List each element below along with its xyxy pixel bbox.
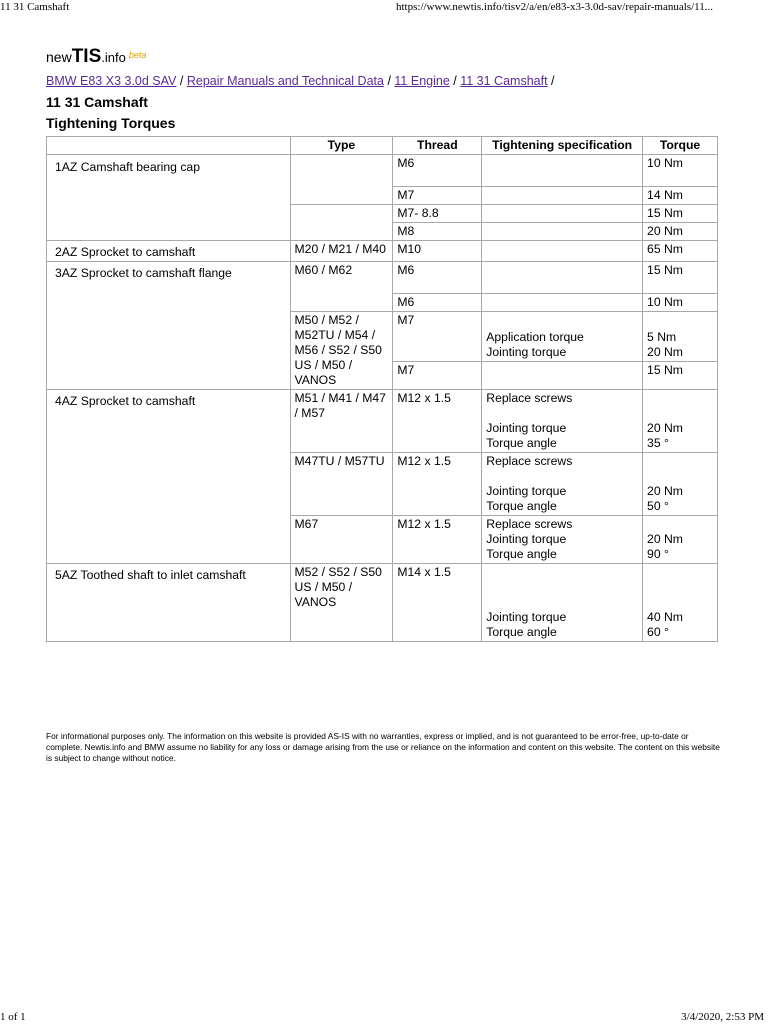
spec-cell: [482, 262, 643, 294]
torque-line: 20 Nm: [647, 484, 683, 498]
table-row: [47, 262, 718, 294]
breadcrumb-link-engine[interactable]: 11 Engine: [394, 74, 450, 88]
torque-cell: 65 Nm: [643, 241, 718, 262]
logo-suffix: .info: [101, 50, 126, 65]
thread-cell: M7: [393, 312, 482, 362]
thread-cell: M6: [393, 262, 482, 294]
logo-bold: TIS: [71, 46, 102, 67]
type-cell: M67: [290, 516, 393, 564]
thread-cell: M12 x 1.5: [393, 453, 482, 516]
torque-cell: 15 Nm: [643, 362, 718, 390]
breadcrumb-link-repair-manuals[interactable]: Repair Manuals and Technical Data: [186, 74, 384, 88]
spec-cell: [482, 516, 643, 564]
table-row: [47, 155, 718, 187]
type-cell: M52 / S52 / S50 US / M50 / VANOS: [290, 564, 393, 642]
spec-line: Torque angle: [486, 547, 557, 561]
spec-cell: [482, 312, 643, 362]
type-cell: M60 / M62: [290, 262, 393, 312]
spec-cell: [482, 362, 643, 390]
torque-cell: [643, 390, 718, 453]
type-cell: M50 / M52 / M52TU / M54 / M56 / S52 / S50 US / M50 / VANOS: [290, 312, 393, 390]
breadcrumb-separator: /: [551, 74, 555, 88]
torque-line: 40 Nm: [647, 610, 683, 624]
torque-line: 50 °: [647, 499, 669, 513]
type-cell: [290, 205, 393, 241]
spec-line: Replace screws: [486, 454, 573, 468]
breadcrumb: [46, 73, 555, 89]
torque-line: 20 Nm: [647, 421, 683, 435]
spec-line: Torque angle: [486, 499, 557, 513]
item-cell: 5AZ Toothed shaft to inlet camshaft: [47, 564, 291, 642]
thread-cell: M12 x 1.5: [393, 516, 482, 564]
page-title: 11 31 Camshaft: [46, 94, 148, 110]
thread-cell: M6: [393, 155, 482, 187]
breadcrumb-link-vehicle[interactable]: BMW E83 X3 3.0d SAV: [46, 74, 177, 88]
type-cell: M51 / M41 / M47 / M57: [290, 390, 393, 453]
spec-line: Application torque: [486, 330, 584, 345]
spec-line: Torque angle: [486, 625, 557, 639]
thread-cell: M14 x 1.5: [393, 564, 482, 642]
thread-cell: M8: [393, 223, 482, 241]
torque-line: 20 Nm: [647, 345, 683, 360]
site-logo[interactable]: [46, 46, 146, 69]
thread-cell: M10: [393, 241, 482, 262]
type-cell: [290, 155, 393, 205]
table-header-row: [47, 137, 718, 155]
header-thread: Thread: [393, 137, 482, 155]
thread-cell: M7: [393, 187, 482, 205]
torque-line: 5 Nm: [647, 330, 677, 345]
section-title: Tightening Torques: [46, 115, 176, 131]
header-spec: Tightening specification: [482, 137, 643, 155]
torque-cell: 10 Nm: [643, 294, 718, 312]
print-footer-datetime: 3/4/2020, 2:53 PM: [681, 1011, 764, 1023]
print-header-title: 11 31 Camshaft: [0, 1, 70, 13]
item-cell: 2AZ Sprocket to camshaft: [47, 241, 291, 262]
breadcrumb-separator: /: [387, 74, 391, 88]
spec-line: Jointing torque: [486, 610, 567, 624]
table-row: [47, 390, 718, 453]
item-cell: 4AZ Sprocket to camshaft: [47, 390, 291, 564]
spec-cell: [482, 294, 643, 312]
breadcrumb-separator: /: [453, 74, 457, 88]
torque-cell: [643, 564, 718, 642]
item-cell: 3AZ Sprocket to camshaft flange: [47, 262, 291, 390]
spec-line: Replace screws: [486, 391, 573, 405]
torque-line: 20 Nm: [647, 532, 683, 546]
header-item: [47, 137, 291, 155]
spec-line: Jointing torque: [486, 484, 567, 498]
header-torque: Torque: [643, 137, 718, 155]
thread-cell: M12 x 1.5: [393, 390, 482, 453]
beta-badge: beta: [128, 50, 147, 60]
torque-cell: 14 Nm: [643, 187, 718, 205]
torque-cell: [643, 516, 718, 564]
breadcrumb-link-camshaft[interactable]: 11 31 Camshaft: [460, 74, 548, 88]
disclaimer-text: For informational purposes only. The information on this website is provided AS-IS with no warranties, express or implied, and is not guaranteed to be error-free, up-to-date or complete. Newtis.info and BMW assume no liability for any loss or damage arising from the use or reliance on the information and content on this website. The content on this website is subject to change without notice.: [46, 731, 720, 763]
spec-cell: [482, 205, 643, 223]
torque-line: 90 °: [647, 547, 669, 561]
logo-prefix: new: [46, 49, 72, 65]
torque-cell: 15 Nm: [643, 262, 718, 294]
torque-cell: 20 Nm: [643, 223, 718, 241]
torque-cell: [643, 453, 718, 516]
spec-line: Replace screws: [486, 517, 573, 531]
table-row: [47, 241, 718, 262]
thread-cell: M7- 8.8: [393, 205, 482, 223]
spec-line: Jointing torque: [486, 532, 567, 546]
spec-cell: [482, 390, 643, 453]
print-header-url: https://www.newtis.info/tisv2/a/en/e83-x3-3.0d-sav/repair-manuals/11...: [396, 1, 713, 13]
torque-cell: [643, 312, 718, 362]
type-cell: M47TU / M57TU: [290, 453, 393, 516]
spec-line: Jointing torque: [486, 345, 567, 360]
table-row: [47, 564, 718, 642]
spec-cell: [482, 453, 643, 516]
torque-line: 60 °: [647, 625, 669, 639]
spec-cell: [482, 241, 643, 262]
item-cell: 1AZ Camshaft bearing cap: [47, 155, 291, 241]
spec-line: Torque angle: [486, 436, 557, 450]
print-footer-page: 1 of 1: [0, 1011, 26, 1023]
spec-line: Jointing torque: [486, 421, 567, 435]
thread-cell: M7: [393, 362, 482, 390]
breadcrumb-separator: /: [179, 74, 184, 88]
spec-cell: [482, 564, 643, 642]
tightening-torques-table: [46, 136, 718, 642]
torque-cell: 15 Nm: [643, 205, 718, 223]
header-type: Type: [290, 137, 393, 155]
thread-cell: M6: [393, 294, 482, 312]
type-cell: M20 / M21 / M40: [290, 241, 393, 262]
spec-cell: [482, 223, 643, 241]
torque-line: 35 °: [647, 436, 669, 450]
torque-cell: 10 Nm: [643, 155, 718, 187]
spec-cell: [482, 155, 643, 187]
spec-cell: [482, 187, 643, 205]
